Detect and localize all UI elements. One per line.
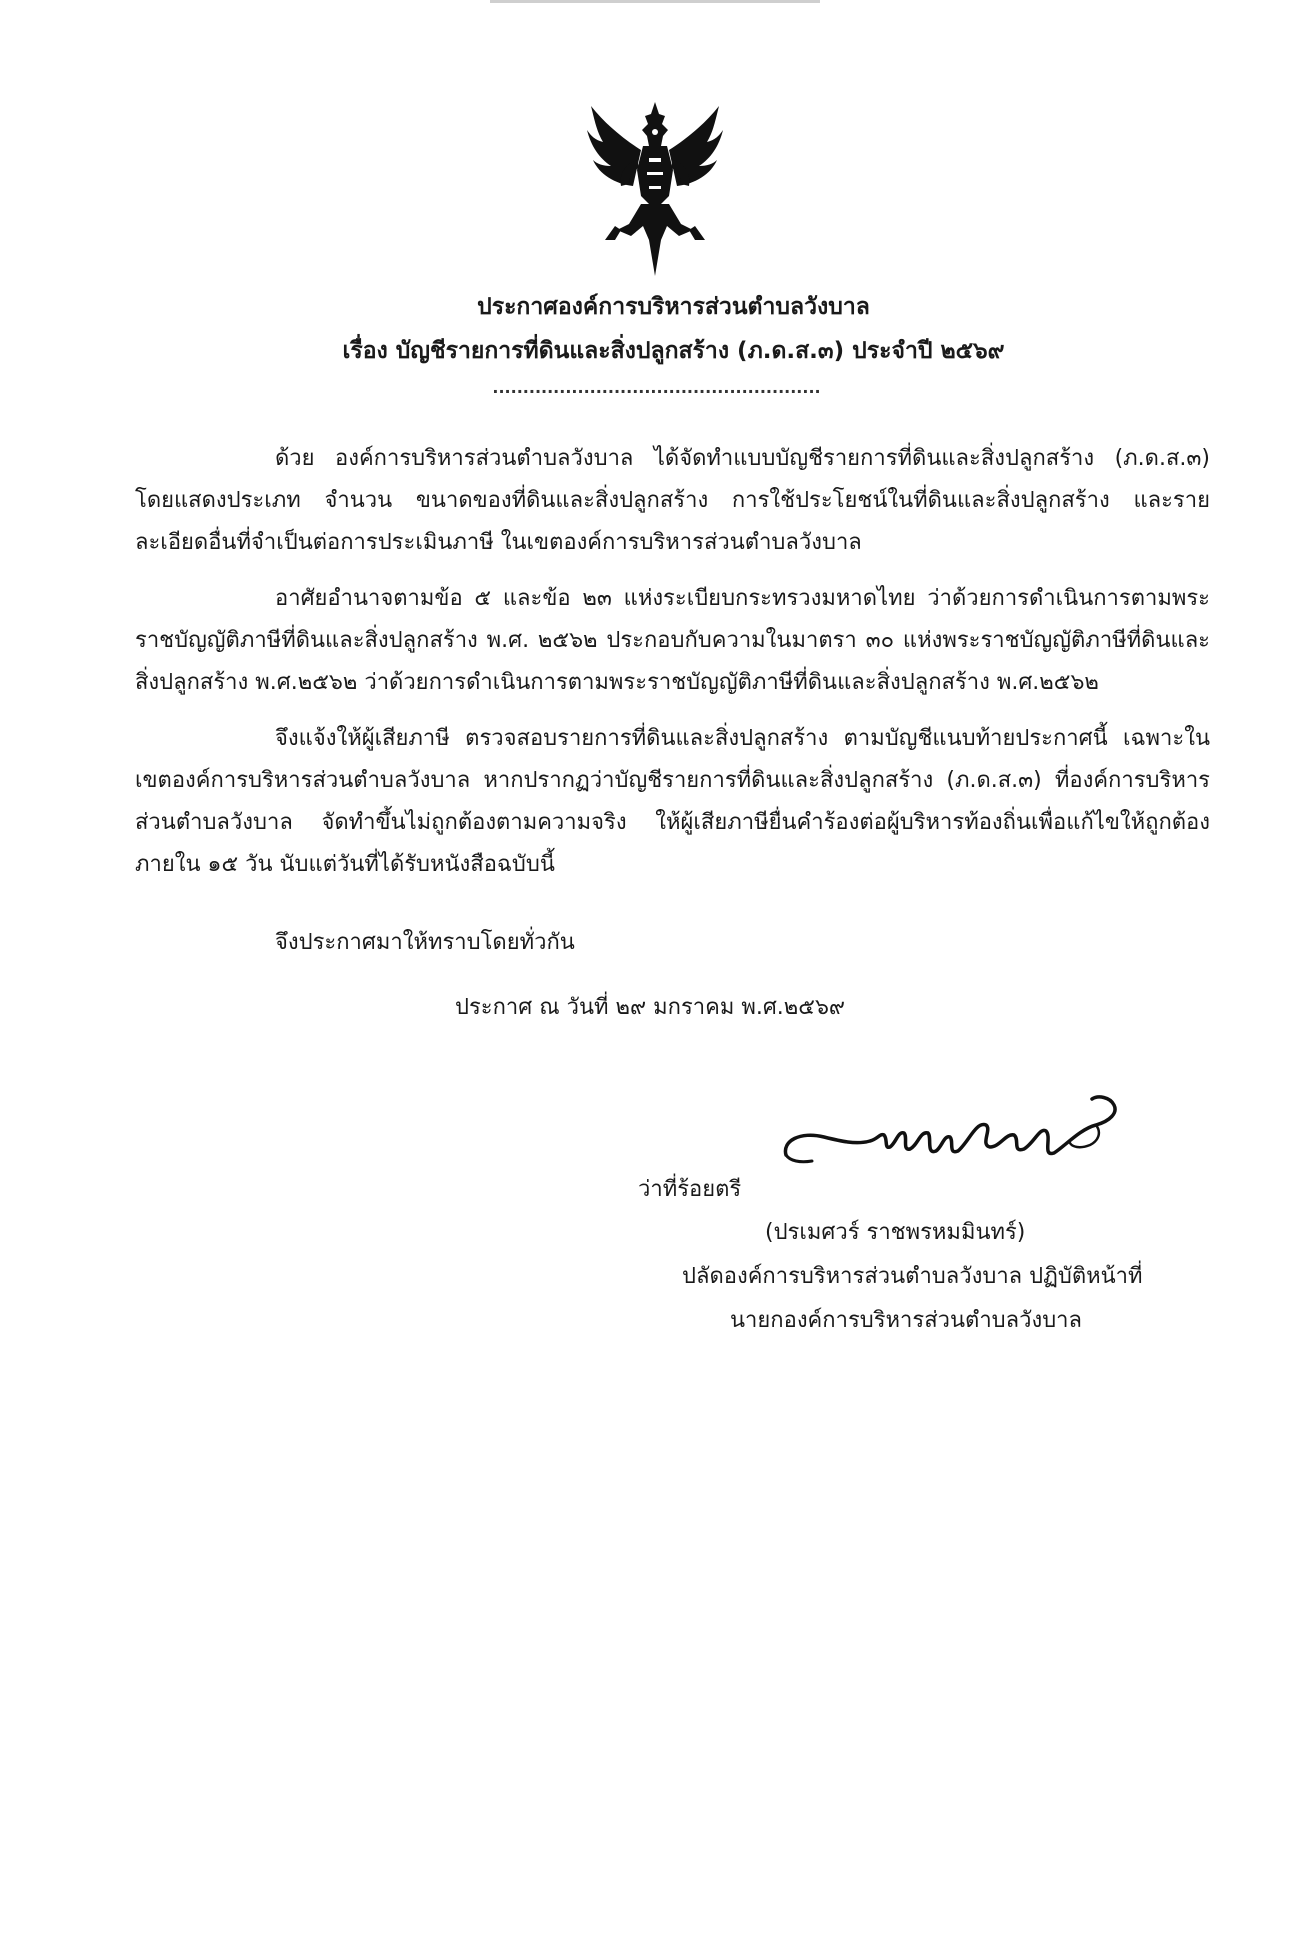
signatory-position-1: ปลัดองค์การบริหารส่วนตำบลวังบาล ปฏิบัติหน้าที่	[682, 1264, 1143, 1289]
body-paragraph-2: อาศัยอำนาจตามข้อ ๕ และข้อ ๒๓ แห่งระเบียบกระทรวงมหาดไทย ว่าด้วยการดำเนินการตามพระราชบัญญัติภาษีที่ดินและสิ่งปลูกสร้าง พ.ศ. ๒๕๖๒ ประกอบกับความในมาตรา ๓๐ แห่งพระราชบัญญัติภาษีที่ดินและสิ่งปลูกสร้าง พ.ศ.๒๕๖๒ ว่าด้วยการดำเนินการตามพระราชบัญญัติภาษีที่ดินและสิ่งปลูกสร้าง พ.ศ.๒๕๖๒	[135, 586, 1210, 695]
announce-date: ประกาศ ณ วันที่ ๒๙ มกราคม พ.ศ.๒๕๖๙	[455, 995, 846, 1020]
body-paragraph-3: จึงแจ้งให้ผู้เสียภาษี ตรวจสอบรายการที่ดินและสิ่งปลูกสร้าง ตามบัญชีแนบท้ายประกาศนี้ เฉพาะในเขตองค์การบริหารส่วนตำบลวังบาล หากปรากฏว่าบัญชีรายการที่ดินและสิ่งปลูกสร้าง (ภ.ด.ส.๓) ที่องค์การบริหารส่วนตำบลวังบาล จัดทำขึ้นไม่ถูกต้องตามความจริง ให้ผู้เสียภาษียื่นคำร้องต่อผู้บริหารท้องถิ่นเพื่อแก้ไขให้ถูกต้องภายใน ๑๕ วัน นับแต่วันที่ได้รับหนังสือฉบับนี้	[135, 726, 1210, 877]
signatory-rank: ว่าที่ร้อยตรี	[638, 1177, 742, 1202]
closing-statement: จึงประกาศมาให้ทราบโดยทั่วกัน	[275, 930, 575, 955]
garuda-emblem-icon	[585, 100, 725, 280]
signatory-position-2: นายกองค์การบริหารส่วนตำบลวังบาล	[730, 1308, 1083, 1333]
title-separator: ......................................................	[492, 378, 821, 397]
handwritten-signature	[780, 1085, 1140, 1205]
signatory-name: (ปรเมศวร์ ราชพรหมมินทร์)	[765, 1220, 1026, 1245]
page-title: ประกาศองค์การบริหารส่วนตำบลวังบาล	[477, 294, 870, 320]
subject-line: เรื่อง บัญชีรายการที่ดินและสิ่งปลูกสร้าง (ภ.ด.ส.๓) ประจำปี ๒๕๖๙	[342, 338, 1005, 364]
scan-edge-mark	[490, 0, 820, 3]
body-paragraph-1: ด้วย องค์การบริหารส่วนตำบลวังบาล ได้จัดทำแบบบัญชีรายการที่ดินและสิ่งปลูกสร้าง (ภ.ด.ส.๓) โดยแสดงประเภท จำนวน ขนาดของที่ดินและสิ่งปลูกสร้าง การใช้ประโยชน์ในที่ดินและสิ่งปลูกสร้าง และรายละเอียดอื่นที่จำเป็นต่อการประเมินภาษี ในเขตองค์การบริหารส่วนตำบลวังบาล	[135, 446, 1210, 555]
